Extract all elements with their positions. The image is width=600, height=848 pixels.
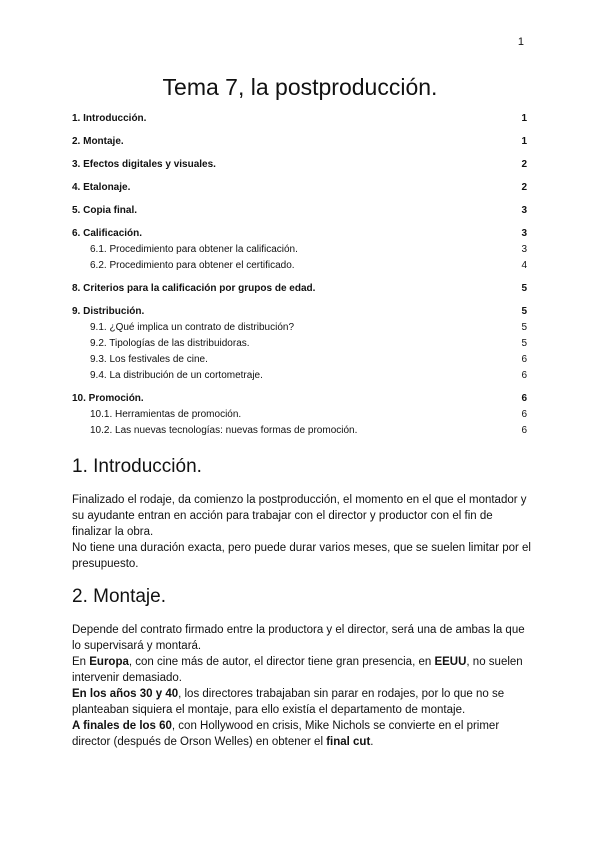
toc-entry-label: 2. Montaje. [72, 136, 124, 147]
toc-entry[interactable] [72, 181, 527, 194]
toc-entry-page: 4 [521, 260, 527, 271]
toc-entry-label: 4. Etalonaje. [72, 182, 131, 193]
toc-entry-page: 1 [521, 113, 527, 124]
toc-entry-label: 9.1. ¿Qué implica un contrato de distribución? [90, 322, 294, 333]
toc-entry-label: 1. Introducción. [72, 113, 147, 124]
toc-entry-page: 6 [521, 409, 527, 420]
toc-entry-page: 2 [521, 159, 527, 170]
toc-entry-label: 10.1. Herramientas de promoción. [90, 409, 242, 420]
toc-entry[interactable] [72, 204, 527, 217]
toc-entry-label: 6. Calificación. [72, 228, 143, 239]
text: , con cine más de autor, el director tiene gran presencia, en [128, 656, 435, 668]
toc-subentry[interactable] [72, 321, 527, 334]
toc-entry-label: 9.3. Los festivales de cine. [90, 354, 208, 365]
toc-subentry[interactable] [72, 337, 527, 350]
toc-entry[interactable] [72, 392, 527, 405]
section-heading: 1. Introducción. [72, 456, 202, 477]
paragraph [72, 654, 532, 686]
paragraph: No tiene una duración exacta, pero puede durar varios meses, que se suelen limitar por el presupuesto. [72, 542, 531, 570]
toc-entry-label: 9.2. Tipologías de las distribuidoras. [90, 338, 250, 349]
toc-entry-page: 3 [521, 228, 527, 239]
paragraph: Depende del contrato firmado entre la productora y el director, será una de ambas la que lo supervisará y montará. [72, 624, 525, 652]
bold-text: EEUU [434, 656, 467, 668]
toc-entry-page: 3 [521, 205, 527, 216]
toc-subentry[interactable] [72, 353, 527, 366]
toc-subentry[interactable] [72, 424, 527, 437]
toc-entry[interactable] [72, 227, 527, 240]
toc-entry-page: 6 [521, 425, 527, 436]
bold-text: A finales de los 60 [72, 720, 172, 732]
toc-entry-page: 6 [521, 354, 527, 365]
page-number: 1 [517, 36, 524, 48]
section-montaje [72, 586, 532, 750]
bold-text: En los años 30 y 40 [72, 688, 179, 700]
text: En [72, 656, 90, 668]
bold-text: Europa [89, 656, 129, 668]
text: , no suelen intervenir demasiado. [72, 656, 523, 684]
toc-entry-page: 5 [521, 338, 527, 349]
toc-entry-label: 9. Distribución. [72, 306, 145, 317]
toc-entry-page: 5 [521, 306, 527, 317]
text: , los directores trabajaban sin parar en rodajes, por lo que no se planteaban siquiera el montaje, para ello existía el departamento de montaje. [72, 688, 505, 716]
toc-entry-page: 2 [521, 182, 527, 193]
toc-entry-label: 6.2. Procedimiento para obtener el certificado. [90, 260, 295, 271]
toc-entry-label: 3. Efectos digitales y visuales. [72, 159, 216, 170]
paragraph [72, 686, 532, 718]
toc-entry-label: 10. Promoción. [72, 393, 144, 404]
section-introduccion [72, 456, 532, 572]
toc-entry-page: 1 [521, 136, 527, 147]
bold-text: final cut [326, 736, 371, 748]
toc-entry-page: 6 [521, 393, 527, 404]
toc-entry-page: 6 [521, 370, 527, 381]
toc-entry-label: 5. Copia final. [72, 205, 138, 216]
toc-entry[interactable] [72, 135, 527, 148]
toc-entry-page: 5 [521, 283, 527, 294]
text: , con Hollywood en crisis, Mike Nichols se convierte en el primer director (después de Orson Welles) en obtener el [72, 720, 500, 748]
document-title: Tema 7, la postproducción. [162, 74, 438, 100]
toc-entry[interactable] [72, 158, 527, 171]
paragraph: Finalizado el rodaje, da comienzo la postproducción, el momento en el que el montador y su ayudante entran en acción para trabajar con el director y productor con el fin de finalizar la obra. [72, 494, 527, 538]
toc-entry-page: 3 [521, 244, 527, 255]
toc-subentry[interactable] [72, 243, 527, 256]
toc-entry-label: 9.4. La distribución de un cortometraje. [90, 370, 263, 381]
toc-entry-page: 5 [521, 322, 527, 333]
toc-entry[interactable] [72, 305, 527, 318]
paragraph [72, 718, 532, 750]
text: . [370, 736, 374, 748]
toc-subentry[interactable] [72, 369, 527, 382]
toc-entry[interactable] [72, 282, 527, 295]
toc-entry-label: 10.2. Las nuevas tecnologías: nuevas formas de promoción. [90, 425, 358, 436]
toc-entry-label: 6.1. Procedimiento para obtener la calificación. [90, 244, 298, 255]
toc-subentry[interactable] [72, 259, 527, 272]
table-of-contents [72, 112, 527, 437]
section-heading: 2. Montaje. [72, 586, 166, 607]
toc-entry[interactable] [72, 112, 527, 125]
toc-subentry[interactable] [72, 408, 527, 421]
toc-entry-label: 8. Criterios para la calificación por grupos de edad. [72, 283, 316, 294]
